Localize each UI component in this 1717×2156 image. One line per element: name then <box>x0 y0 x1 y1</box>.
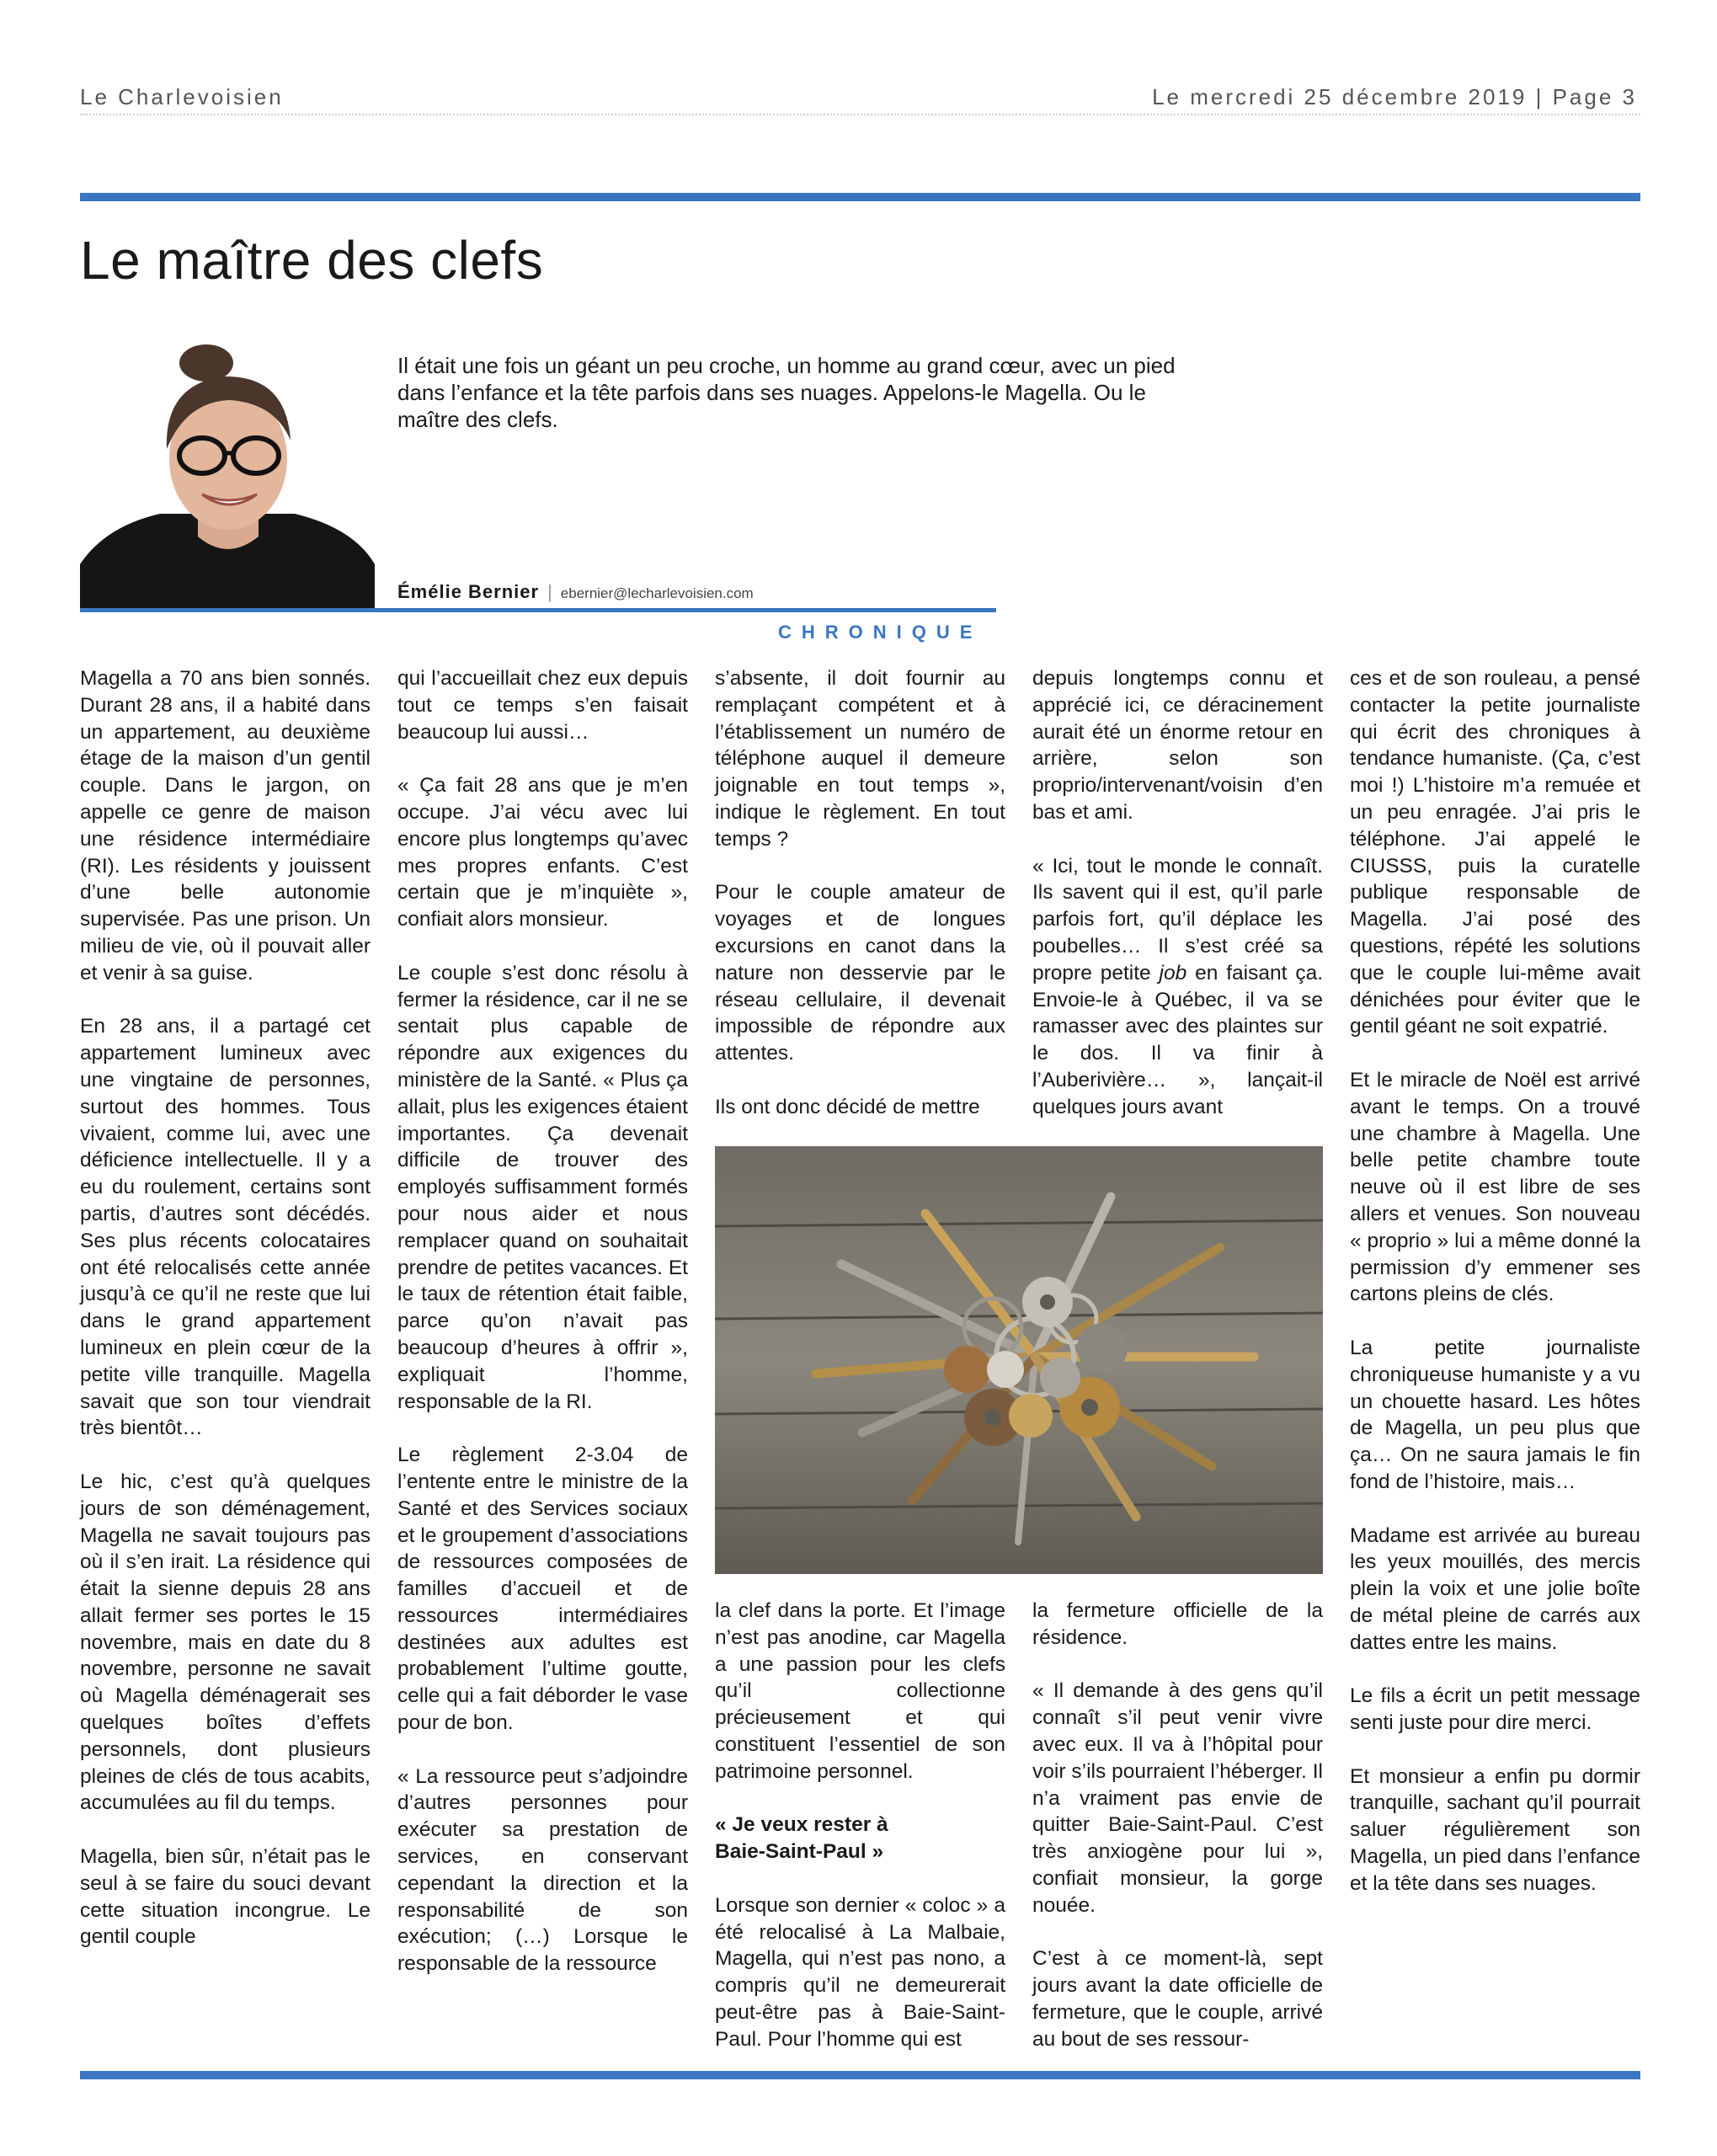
subhead-line: « Je veux rester à <box>715 1813 888 1837</box>
text-column-3-bottom <box>715 1598 1005 2079</box>
quote-text: « Ici, tout le monde le connaît. Ils savent qui il est, qu’il parle parfois fort, qu’il déplace les poubelles… Il s’est créé sa propre petite <box>1032 854 1323 985</box>
byline <box>397 581 754 603</box>
paragraph: Magella, bien sûr, n’était pas le seul à se faire du souci devant cette situation incongrue. Le gentil couple <box>80 1845 371 1949</box>
paragraph: depuis longtemps connu et apprécié ici, ce déracinement aurait été un énorme retour en arrière, selon son proprio/intervenant/voisin d’en bas et ami. <box>1032 667 1323 824</box>
paragraph: la fermeture officielle de la résidence. <box>1032 1599 1323 1649</box>
italic-word: job <box>1159 961 1187 985</box>
byline-separator: | <box>547 581 552 602</box>
paragraph: Et le miracle de Noël est arrivé avant le temps. On a trouvé une chambre à Magella. Une belle petite chambre toute neuve où il est libre de ses allers et venues. Son nouveau « proprio » lui a même donné la permission d’y emmener ses cartons pleins de clés. <box>1350 1068 1640 1306</box>
top-blue-bar <box>80 193 1640 201</box>
paragraph: Magella a 70 ans bien sonnés. Durant 28 ans, il a habité dans un appartement, au deuxième étage de la maison d’un gentil couple. Dans le jargon, on appelle ce genre de maison une résidence intermédiaire (RI). Les résidents y jouissent d’une belle autonomie supervisée. Pas une prison. Un milieu de vie, où il pouvait aller et venir à sa guise. <box>80 667 371 985</box>
article-headline: Le maître des clefs <box>80 230 544 291</box>
paragraph <box>1032 853 1323 1121</box>
text-column-1 <box>80 665 371 1977</box>
paragraph: Madame est arrivée au bureau les yeux mouillés, des mercis plein la voix et une jolie boîte de métal pleine de carrés aux dattes entre les mains. <box>1350 1524 1640 1654</box>
section-subheading <box>715 1812 1005 1865</box>
paragraph: Pour le couple amateur de voyages et de longues excursions en canot dans la nature non desservie par le réseau cellulaire, il devenait impossible de répondre aux attentes. <box>715 881 1005 1065</box>
author-email[interactable]: ebernier@lecharlevoisien.com <box>560 585 754 601</box>
paragraph: « La ressource peut s’adjoindre d’autres personnes pour exécuter sa prestation de services, en conservant cependant la direction et la responsabilité de son exécution; (…) Lorsque le responsable de la ressource <box>397 1764 688 1976</box>
paragraph: Et monsieur a enfin pu dormir tranquille, sachant qu’il pourrait saluer régulièrement son Magella, un pied dans l’enfance et la tête dans ses nuages. <box>1350 1764 1640 1895</box>
paragraph: Le hic, c’est qu’à quelques jours de son déménagement, Magella ne savait toujours pas où il s’en irait. La résidence qui était la sienne depuis 28 ans allait fermer ses portes le 15 novembre, mais en date du 8 novembre, personne ne savait où Magella déménagerait ses quelques boîtes d’effets personnels, dont plusieurs pleines de clés de tous acabits, accumulées au fil du temps. <box>80 1470 371 1815</box>
paragraph: « Ça fait 28 ans que je m’en occupe. J’ai vécu avec lui encore plus longtemps qu’avec mes propres enfants. C’est certain que je m’inquiète », confiait alors monsieur. <box>397 774 688 931</box>
paragraph: la clef dans la porte. Et l’image n’est pas anodine, car Magella a une passion pour les clefs qu’il collectionne précieusement et qui constituent l’essentiel de son patrimoine personnel. <box>715 1599 1005 1783</box>
paragraph: qui l’accueillait chez eux depuis tout ce temps s’en faisait beaucoup lui aussi… <box>397 667 688 744</box>
paragraph: s’absente, il doit fournir au remplaçant compétent et à l’établissement un numéro de téléphone auquel il demeure joignable en tout temps », indique le règlement. En tout temps ? <box>715 667 1005 851</box>
paragraph: Le règlement 2-3.04 de l’entente entre le ministre de la Santé et des Services sociaux et le groupement d’associations de ressources composées de familles d’accueil et de ressources intermédiaires destinées aux adultes est probablement l’ultime goutte, celle qui a fait déborder le vase pour de bon. <box>397 1444 688 1735</box>
subhead-line: Baie-Saint-Paul » <box>715 1840 884 1864</box>
paragraph: Lorsque son dernier « coloc » a été relocalisé à La Malbaie, Magella, qui n’est pas nono, a compris qu’il ne demeurerait peut-être pas à Baie-Saint-Paul. Pour l’homme qui est <box>715 1893 1005 2051</box>
text-column-4-bottom <box>1032 1598 1323 2079</box>
publication-name: Le Charlevoisien <box>80 84 284 109</box>
paragraph: ces et de son rouleau, a pensé contacter la petite journaliste qui écrit des chroniques à tendance humaniste. (Ça, c’est moi !) L’histoire m’a remuée et un peu enragée. J’ai pris le téléphone. J’ai appelé le CIUSSS, puis la curatelle publique responsable de Magella. J’ai posé des questions, répété les solutions que le couple lui-même avait dénichées pour éviter que le gentil géant ne soit expatrié. <box>1350 667 1640 1038</box>
paragraph: C’est à ce moment-là, sept jours avant la date officielle de fermeture, que le couple, arrivé au bout de ses ressour- <box>1032 1947 1323 2051</box>
paragraph: Le couple s’est donc résolu à fermer la résidence, car il ne se sentait plus capable de répondre aux exigences du ministère de la Santé. « Plus ça allait, plus les exigences étaient importantes. Ça devenait difficile de trouver des employés suffisamment formés pour nous aider et nous remplacer quand on souhaitait prendre de petites vacances. Et le taux de rétention était faible, parce qu’on n’avait pas beaucoup d’heures à offrir », expliquait l’homme, responsable de la RI. <box>397 961 688 1413</box>
paragraph: Le fils a écrit un petit message senti juste pour dire merci. <box>1350 1684 1640 1735</box>
date-and-page: Le mercredi 25 décembre 2019 | Page 3 <box>1152 84 1637 109</box>
text-column-5 <box>1350 665 1640 1924</box>
paragraph: En 28 ans, il a partagé cet appartement lumineux avec une vingtaine de personnes, surtout des hommes. Tous vivaient, comme lui, avec une déficience intellectuelle. Il y a eu du roulement, certains sont partis, d’autres sont décédés. Ses plus récents colocataires ont été relocalisés cette année jusqu’à ce qu’il ne reste que lui dans le grand appartement lumineux en plein cœur de la petite ville tranquille. Magella savait que son tour viendrait très bientôt… <box>80 1015 371 1440</box>
quote-text: en faisant ça. Envoie-le à Québec, il va se ramasser avec des plaintes sur le dos. Il va finir à l’Auberivière… », lançait-il quelques jours avant <box>1032 961 1323 1118</box>
section-kicker: CHRONIQUE <box>778 622 983 643</box>
byline-rule <box>80 608 996 612</box>
paragraph: La petite journaliste chroniqueuse humaniste y a vu un chouette hasard. Les hôtes de Magella, un peu plus que ça… On ne saura jamais le fin fond de l’histoire, mais… <box>1350 1336 1640 1493</box>
bottom-blue-bar <box>80 2071 1640 2079</box>
author-portrait <box>80 341 375 611</box>
keys-photo <box>715 1146 1323 1574</box>
text-column-4-top <box>1032 665 1323 1147</box>
text-column-3-top <box>715 665 1005 1147</box>
header-rule <box>80 114 1640 115</box>
text-column-2 <box>397 665 688 2004</box>
paragraph: Ils ont donc décidé de mettre <box>715 1095 980 1118</box>
article-lede: Il était une fois un géant un peu croche, un homme au grand cœur, avec un pied dans l’enfance et la tête parfois dans ses nuages. Appelons-le Magella. Ou le maître des clefs. <box>397 353 1176 432</box>
paragraph: « Il demande à des gens qu’il connaît s’il peut venir vivre avec eux. Il va à l’hôpital pour voir s’ils pourraient l’héberger. Il n’a vraiment pas envie de quitter Baie-Saint-Paul. C’est très anxiogène pour lui », confiait monsieur, la gorge nouée. <box>1032 1679 1323 1917</box>
author-name: Émélie Bernier <box>397 581 540 602</box>
